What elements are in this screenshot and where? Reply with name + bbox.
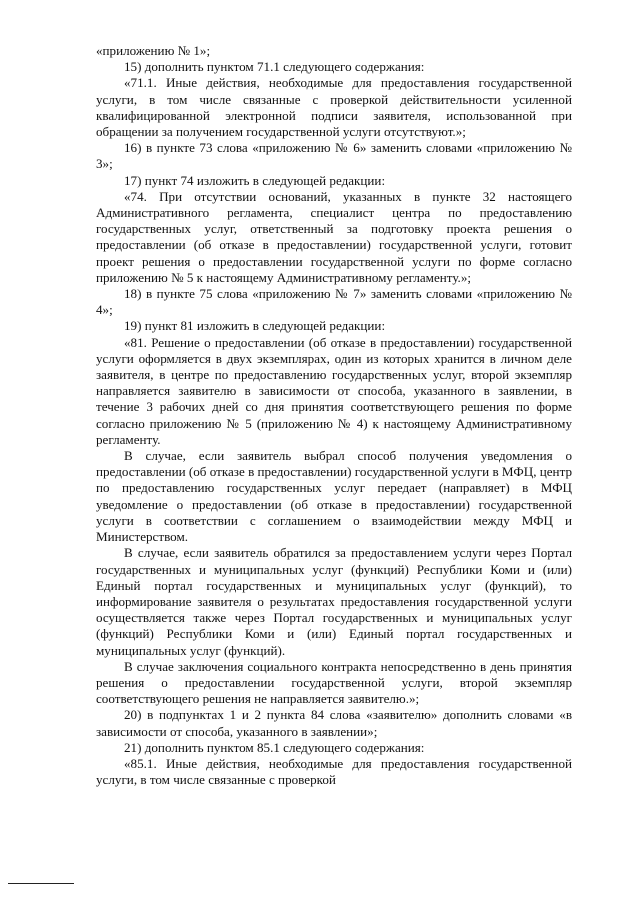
paragraph: В случае заключения социального контракта непосредственно в день принятия решения о предоставлении государственной услуги, второй экземпляр соответствующего решения не направляется заявителю.»; xyxy=(96,658,572,707)
paragraph: 21) дополнить пунктом 85.1 следующего содержания: xyxy=(124,739,425,755)
paragraph: «85.1. Иные действия, необходимые для предоставления государственной услуги, в том числе связанные с проверкой xyxy=(96,755,572,788)
paragraph: 17) пункт 74 изложить в следующей редакции: xyxy=(124,172,386,188)
paragraph: 19) пункт 81 изложить в следующей редакции: xyxy=(124,318,386,334)
document-body xyxy=(96,43,572,788)
paragraph: «81. Решение о предоставлении (об отказе в предоставлении) государственной услуги оформляется в двух экземплярах, один из которых хранится в личном деле заявителя, в центре по предоставлению государственных услуг, второй экземпляр направляется заявителю в зависимости от способа, указанного в заявлении, в течение 3 рабочих дней со дня принятия соответствующего решения по форме согласно приложению № 5 (приложению № 4) к настоящему Административному регламенту. xyxy=(96,334,572,447)
paragraph: В случае, если заявитель выбрал способ получения уведомления о предоставлении (об отказе в предоставлении) государственной услуги в МФЦ, центр по предоставлению государственных услуг передает (направляет) в МФЦ уведомление о предоставлении (об отказе в предоставлении) государственной услуги в соответствии с соглашением о взаимодействии между МФЦ и Министерством. xyxy=(96,448,572,545)
paragraph: 15) дополнить пунктом 71.1 следующего содержания: xyxy=(124,59,425,75)
paragraph: «71.1. Иные действия, необходимые для предоставления государственной услуги, в том числе связанные с проверкой действительности усиленной квалифицированной электронной подписи заявителя, использованной при обращении за получением государственной услуги отсутствуют.»; xyxy=(96,75,572,140)
paragraph: «74. При отсутствии оснований, указанных в пункте 32 настоящего Административного регламента, специалист центра по предоставлению государственных услуг, ответственный за подготовку проекта решения о предоставлении (об отказе в предоставлении) государственной услуги, готовит проект решения о предоставлении государственной услуги по форме согласно приложению № 5 к настоящему Административному регламенту.»; xyxy=(96,188,572,285)
paragraph: В случае, если заявитель обратился за предоставлением услуги через Портал государственных и муниципальных услуг (функций) Республики Коми и (или) Единый портал государственных и муниципальных услуг (функций), то информирование заявителя о результатах предоставления государственной услуги осуществляется также через Портал государственных и муниципальных услуг (функций) Республики Коми и (или) Единый портал государственных и муниципальных услуг (функций). xyxy=(96,545,572,658)
paragraph: 20) в подпунктах 1 и 2 пункта 84 слова «заявителю» дополнить словами «в зависимости от способа, указанного в заявлении»; xyxy=(96,707,572,739)
paragraph: «приложению № 1»; xyxy=(96,43,211,58)
paragraph: 18) в пункте 75 слова «приложению № 7» заменить словами «приложению № 4»; xyxy=(96,286,572,318)
footer-rule xyxy=(8,883,74,884)
paragraph: 16) в пункте 73 слова «приложению № 6» заменить словами «приложению № 3»; xyxy=(96,140,572,172)
